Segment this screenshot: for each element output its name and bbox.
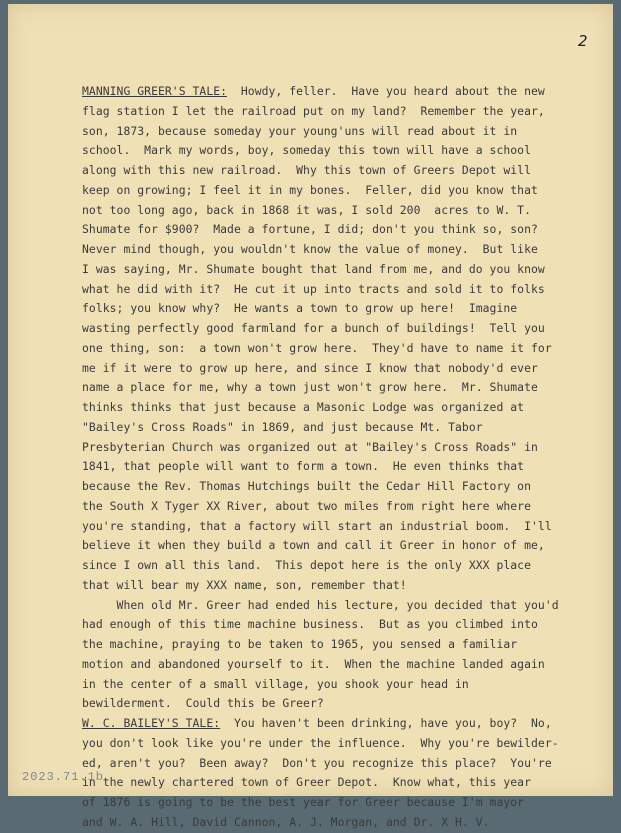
- text-line: son, 1873, because someday your young'uns will read about it in: [82, 123, 518, 138]
- text-line: that will bear my XXX name, son, remember that!: [82, 577, 407, 592]
- text-line: When old Mr. Greer had ended his lecture, you decided that you'd: [82, 597, 559, 612]
- text-line: motion and abandoned yourself to it. When the machine landed again: [82, 656, 545, 671]
- text-line: of 1876 is going to be the best year for Greer because I'm mayor: [82, 795, 525, 809]
- text-line: had enough of this time machine business. But as you climbed into: [82, 617, 538, 632]
- text-line: believe it when they build a town and call it Greer in honor of me,: [82, 538, 545, 553]
- text-line: the machine, praying to be taken to 1965, you sensed a familiar: [82, 637, 518, 651]
- text-line: wasting perfectly good farmland for a bunch of buildings! Tell you: [82, 321, 545, 335]
- text-line: me if it were to grow up here, and since I know that nobody'd ever: [82, 360, 538, 375]
- text-line: ed, aren't you? Been away? Don't you recognize this place? You're: [82, 755, 552, 770]
- text-line: Shumate for $900? Made a fortune, I did; don't you think so, son?: [82, 222, 538, 237]
- text-line: I was saying, Mr. Shumate bought that land from me, and do you know: [82, 261, 545, 276]
- text-line: and W. A. Hill, David Cannon, A. J. Morgan, and Dr. X H. V.: [82, 814, 490, 829]
- section-heading: W. C. BAILEY'S TALE:: [82, 716, 221, 730]
- text-line: keep on growing; I feel it in my bones. Feller, did you know that: [82, 182, 538, 197]
- typed-text: [82, 82, 612, 833]
- page-number: 2: [578, 32, 588, 50]
- text-line: bewilderment. Could this be Greer?: [82, 696, 324, 711]
- text-line: you're standing, that a factory will start an industrial boom. I'll: [82, 518, 552, 533]
- text-line: Never mind though, you wouldn't know the value of money. But like: [82, 242, 538, 256]
- text-line: what he did with it? He cut it up into tracts and sold it to folks: [82, 281, 545, 296]
- text-line: 1841, that people will want to form a town. He even thinks that: [82, 459, 525, 474]
- text-line: "Bailey's Cross Roads" in 1869, and just because Mt. Tabor: [82, 419, 483, 434]
- catalog-number: 2023.71.1b: [22, 770, 105, 784]
- text-line: not too long ago, back in 1868 it was, I sold 200 acres to W. T.: [82, 202, 532, 217]
- document-page: [8, 4, 613, 829]
- text-line: flag station I let the railroad put on my land? Remember the year,: [82, 103, 545, 118]
- text-line: the South X Tyger XX River, about two miles from right here where: [82, 498, 532, 513]
- text-line: name a place for me, why a town just won't grow here. Mr. Shumate: [82, 380, 538, 395]
- text-line: because the Rev. Thomas Hutchings built the Cedar Hill Factory on: [82, 479, 532, 493]
- text-line: since I own all this land. This depot here is the only XXX place: [82, 558, 532, 572]
- text-line: in the newly chartered town of Greer Depot. Know what, this year: [82, 775, 532, 790]
- section-heading: MANNING GREER'S TALE:: [82, 84, 228, 98]
- text-line: Presbyterian Church was organized out at "Bailey's Cross Roads" in: [82, 439, 538, 454]
- text-line: W. C. BAILEY'S TALE: You haven't been drinking, have you, boy? No,: [82, 716, 552, 730]
- text-line: you don't look like you're under the influence. Why you're bewilder-: [82, 735, 559, 750]
- text-line: school. Mark my words, boy, someday this town will have a school: [82, 143, 532, 158]
- text-line: one thing, son: a town won't grow here. They'd have to name it for: [82, 340, 552, 355]
- text-line: folks; you know why? He wants a town to grow up here! Imagine: [82, 301, 518, 316]
- text-line: in the center of a small village, you shook your head in: [82, 676, 469, 691]
- text-line: along with this new railroad. Why this town of Greers Depot will: [82, 163, 532, 177]
- text-line: thinks thinks that just because a Masonic Lodge was organized at: [82, 400, 525, 414]
- text-line: MANNING GREER'S TALE: Howdy, feller. Have you heard about the new: [82, 84, 545, 98]
